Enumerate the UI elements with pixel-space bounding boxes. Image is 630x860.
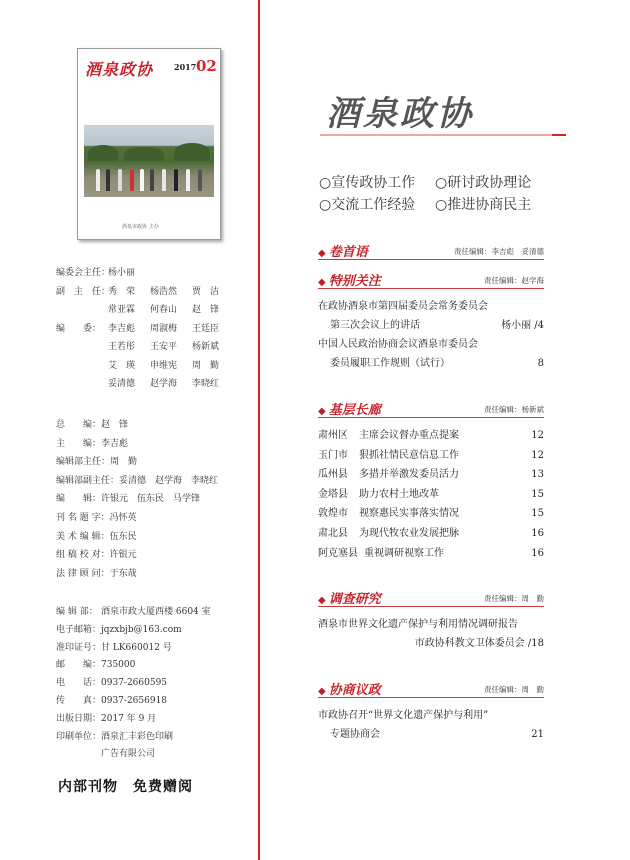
name: 艾 瑛 bbox=[108, 360, 136, 371]
article-author-page: 市政协科教文卫体委员会 /18 bbox=[414, 638, 544, 649]
article-page: 8 bbox=[537, 358, 544, 369]
toc-page: 16 bbox=[531, 527, 544, 539]
cover-logo: 酒泉政协 bbox=[85, 60, 154, 79]
toc-area: 金塔县 bbox=[318, 488, 348, 500]
name: 周 勤 bbox=[192, 360, 220, 371]
info-value: 酒泉汇丰彩色印刷 bbox=[101, 731, 174, 742]
article-title: 中国人民政治协商会议酒泉市委员会 bbox=[318, 339, 478, 350]
internal-publication-note: 内部刊物 免费赠阅 bbox=[58, 779, 193, 795]
info-label: 刊 名 题 字： bbox=[56, 512, 110, 523]
cover-footer: 酒泉市政协 主办 bbox=[122, 224, 159, 230]
name: 妥清德 bbox=[108, 379, 136, 389]
email-value: jqzxbjb@163.com bbox=[101, 624, 182, 635]
masthead-title: 酒泉政协 bbox=[326, 94, 474, 134]
article-title: 市政协召开“世界文化遗产保护与利用” bbox=[318, 710, 489, 721]
toc-page: 12 bbox=[531, 430, 544, 441]
article-title-cont: 第三次会议上的讲话 bbox=[330, 320, 420, 331]
name: 赵 锋 bbox=[192, 305, 220, 315]
toc-item[interactable] bbox=[318, 485, 544, 505]
name: 李吉彪 bbox=[108, 323, 136, 334]
info-value: 冯怀英 bbox=[109, 512, 137, 523]
toc-item[interactable] bbox=[318, 426, 544, 446]
name: 赵学海 bbox=[150, 379, 178, 389]
name: 杨新斌 bbox=[192, 342, 220, 352]
toc-title: 助力农村土地改革 bbox=[359, 488, 439, 500]
name: 杨浩然 bbox=[150, 286, 178, 297]
article-title: 酒泉市世界文化遗产保护与利用情况调研报告 bbox=[318, 619, 518, 630]
section-research bbox=[318, 588, 544, 653]
article-entry[interactable] bbox=[318, 615, 544, 653]
section-title: ◆ 特别关注 bbox=[318, 270, 381, 289]
info-label: 组 稿 校 对： bbox=[56, 550, 110, 561]
section-consultation bbox=[318, 679, 544, 744]
info-label: 邮 编： bbox=[56, 660, 102, 671]
info-value: 李吉彪 bbox=[101, 438, 129, 449]
toc-title: 狠抓社情民意信息工作 bbox=[359, 449, 459, 461]
info-value: 735000 bbox=[101, 660, 136, 671]
toc-item[interactable] bbox=[318, 465, 544, 485]
slogan: ○交流工作经验 bbox=[319, 197, 416, 213]
toc-page: 15 bbox=[531, 508, 544, 520]
section-editor: 责任编辑：赵学海 bbox=[484, 276, 544, 285]
toc-item[interactable] bbox=[318, 504, 544, 524]
name: 李晓红 bbox=[192, 379, 220, 389]
name: 贾 洁 bbox=[192, 286, 220, 297]
masthead-rule bbox=[320, 134, 552, 136]
section-grassroots bbox=[318, 399, 544, 563]
section-editor: 责任编辑：周 勤 bbox=[484, 594, 544, 603]
info-label: 编辑部副主任： bbox=[56, 475, 120, 486]
article-entry[interactable] bbox=[318, 706, 544, 744]
slogans bbox=[319, 172, 551, 216]
toc-title: 多措并举激发委员活力 bbox=[359, 469, 459, 481]
section-editor: 责任编辑：周 勤 bbox=[484, 685, 544, 694]
info-label: 副 主 任： bbox=[56, 286, 111, 297]
slogan: ○宣传政协工作 bbox=[319, 175, 416, 191]
info-label: 编 辑： bbox=[56, 494, 102, 505]
info-label: 总 编： bbox=[56, 420, 102, 430]
red-divider-line bbox=[258, 0, 260, 860]
info-value: 杨小丽 bbox=[108, 268, 136, 278]
info-value: 2017 年 9 月 bbox=[101, 713, 157, 724]
editorial-staff bbox=[56, 416, 218, 583]
masthead-accent bbox=[552, 134, 566, 136]
toc-page: 16 bbox=[531, 547, 544, 559]
info-value: 赵 锋 bbox=[101, 420, 129, 430]
name: 申维宪 bbox=[150, 360, 178, 371]
toc-area: 阿克塞县 bbox=[318, 547, 358, 559]
info-value: 0937-2656918 bbox=[101, 695, 168, 706]
info-label: 印刷单位： bbox=[56, 731, 102, 742]
section-preface bbox=[318, 241, 544, 260]
article-title: 在政协酒泉市第四届委员会常务委员会 bbox=[318, 301, 488, 312]
toc-page: 15 bbox=[531, 488, 544, 500]
section-title: ◆ 协商议政 bbox=[318, 679, 381, 698]
toc-title: 主席会议督办重点提案 bbox=[359, 430, 459, 441]
info-value: 妥清德 赵学海 李晓红 bbox=[119, 475, 219, 486]
toc-title: 重视调研视察工作 bbox=[364, 547, 444, 559]
article-entry[interactable] bbox=[318, 297, 544, 335]
info-label: 电 话： bbox=[56, 678, 102, 689]
toc-title: 视察惠民实事落实情况 bbox=[359, 508, 459, 520]
info-label: 出版日期： bbox=[56, 713, 102, 724]
toc-page: 13 bbox=[531, 469, 544, 481]
section-editor: 责任编辑：杨新斌 bbox=[484, 405, 544, 414]
contact-info bbox=[56, 604, 211, 764]
toc-page: 12 bbox=[531, 449, 544, 461]
info-label: 编辑部主任： bbox=[56, 457, 111, 468]
editorial-board bbox=[56, 264, 234, 394]
info-value: 周 勤 bbox=[110, 457, 138, 468]
section-special-focus bbox=[318, 270, 544, 373]
info-value: 许银元 伍东民 马学锋 bbox=[101, 494, 201, 505]
info-label: 美 术 编 辑： bbox=[56, 531, 110, 542]
info-label: 编 辑 部： bbox=[56, 607, 98, 617]
article-title-cont: 专题协商会 bbox=[330, 729, 380, 740]
info-value: 广告有限公司 bbox=[101, 749, 156, 760]
info-label: 主 编： bbox=[56, 438, 102, 449]
toc-item[interactable] bbox=[318, 524, 544, 544]
info-value: 甘 LK660012 号 bbox=[101, 642, 172, 653]
section-editor: 责任编辑：李吉彪 妥清德 bbox=[454, 247, 544, 256]
toc-item[interactable] bbox=[318, 544, 544, 564]
section-title: ◆ 调查研究 bbox=[318, 588, 381, 607]
name: 常亚霖 bbox=[108, 305, 136, 315]
info-label: 准印证号： bbox=[56, 642, 102, 653]
cover-issue: 02 bbox=[196, 57, 217, 75]
name: 何春山 bbox=[150, 305, 178, 315]
toc-title: 为现代牧农业发展把脉 bbox=[359, 527, 459, 539]
info-value: 许银元 bbox=[109, 550, 137, 561]
name: 周淑梅 bbox=[150, 323, 178, 334]
info-label: 编委会主任： bbox=[56, 268, 111, 278]
info-value: 酒泉市政大厦西楼 6604 室 bbox=[101, 607, 211, 617]
article-author-page: 杨小丽 /4 bbox=[501, 320, 544, 331]
cover-year: 2017 bbox=[174, 62, 197, 72]
toc-area: 肃北县 bbox=[318, 527, 348, 539]
article-entry[interactable] bbox=[318, 335, 544, 373]
slogan: ○推进协商民主 bbox=[435, 197, 532, 213]
article-title-cont: 委员履职工作规则（试行） bbox=[330, 358, 450, 369]
info-value: 0937-2660595 bbox=[101, 678, 168, 689]
info-label: 电子邮箱： bbox=[56, 624, 102, 635]
name: 秀 荣 bbox=[108, 286, 136, 297]
info-label: 传 真： bbox=[56, 695, 102, 706]
article-page: 21 bbox=[531, 729, 544, 740]
cover-photo bbox=[84, 125, 214, 197]
toc-area: 肃州区 bbox=[318, 430, 348, 441]
info-label: 编 委： bbox=[56, 323, 102, 334]
name: 王安平 bbox=[150, 342, 178, 352]
section-title: ◆ 卷首语 bbox=[318, 241, 368, 260]
toc-item[interactable] bbox=[318, 446, 544, 466]
cover-thumbnail bbox=[77, 48, 221, 240]
toc-area: 玉门市 bbox=[318, 449, 348, 461]
name: 王若彤 bbox=[108, 342, 136, 352]
slogan: ○研讨政协理论 bbox=[435, 175, 532, 191]
toc-area: 瓜州县 bbox=[318, 469, 348, 481]
name: 王廷臣 bbox=[192, 323, 220, 334]
info-label: 法 律 顾 问： bbox=[56, 568, 110, 579]
info-value: 伍东民 bbox=[109, 531, 137, 542]
info-value: 于东哉 bbox=[109, 568, 137, 579]
toc-area: 敦煌市 bbox=[318, 508, 348, 520]
section-title: ◆ 基层长廊 bbox=[318, 399, 381, 418]
